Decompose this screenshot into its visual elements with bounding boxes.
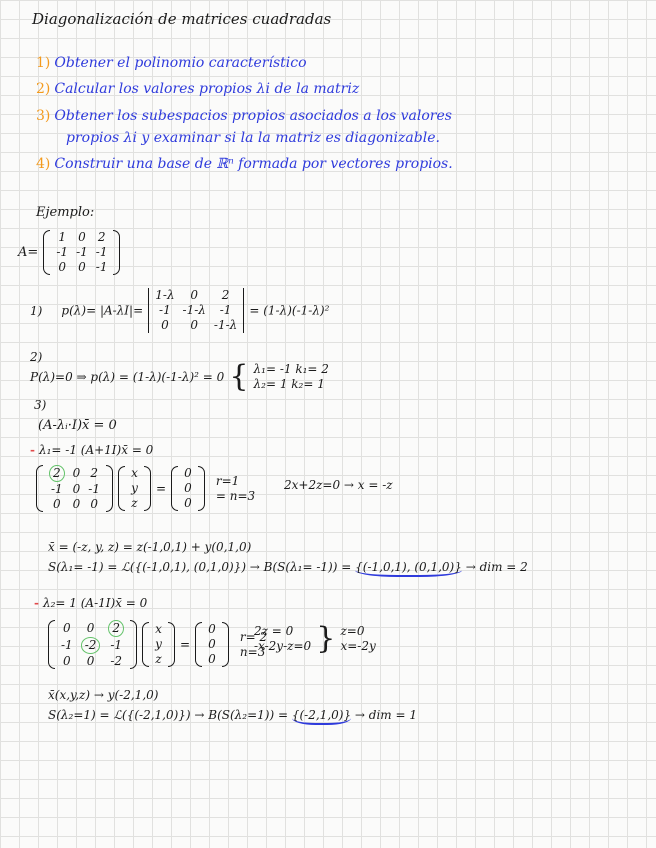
step-3-text-2: propios λi y examinar si la la matriz es diagonizable.: [66, 130, 440, 146]
matrix-cell: 0: [72, 497, 81, 511]
det-cell: -1: [219, 303, 232, 317]
pivot-circle: -2: [81, 637, 101, 654]
matrix-cell: 0: [58, 260, 67, 274]
step-2-text: Calcular los valores propios λi de la matriz: [54, 81, 360, 97]
step1-rhs: = (1-λ)(-1-λ)²: [249, 303, 330, 318]
case2-equations: [254, 621, 376, 656]
step-4-text: Construir una base de ℝⁿ formada por vectores propios.: [54, 156, 453, 172]
matrix-cell: 1: [58, 230, 67, 244]
example-label: Ejemplo:: [36, 205, 95, 220]
det-cell: 2: [221, 288, 230, 302]
matrix-cell: -1: [56, 245, 69, 259]
vector-cell: z: [131, 496, 138, 510]
case1-head: λ₁= -1 (A+1I)x̄ = 0: [38, 443, 154, 457]
matrix-cell: 0: [63, 621, 71, 635]
brace-icon: }: [316, 621, 336, 656]
case2-sol-stack: [340, 624, 375, 654]
rank-n: n=3: [239, 644, 266, 659]
rank-n: = n=3: [215, 488, 256, 503]
case1-matrix: [36, 465, 113, 512]
step-2-number: 2): [36, 81, 51, 97]
step-2: [36, 81, 359, 97]
step-1-text: Obtener el polinomio característico: [54, 55, 307, 71]
case1-system: 2 0 2 -1 0 -1 0 0 0 x y z = 0 0 0 r=1 = n=3: [36, 465, 255, 512]
vector-cell: y: [155, 637, 162, 651]
rank-r: r=1: [215, 473, 240, 488]
matrix-cell: 0: [90, 497, 98, 511]
case2-eq-stack: [254, 624, 311, 654]
det-cell: -1: [159, 303, 171, 317]
vector-cell: 0: [208, 622, 216, 636]
step-3: [36, 108, 452, 124]
det-cell: 0: [161, 318, 169, 332]
case2-matrix: [48, 620, 137, 669]
step-3-text: Obtener los subespacios propios asociados a los valores: [54, 108, 452, 124]
case1-dash: -: [30, 443, 35, 457]
case2-eq-1: 2z = 0: [254, 624, 294, 638]
step-3-number: 3): [36, 108, 51, 124]
step2-roots: [254, 362, 329, 392]
case2-dash: -: [34, 596, 39, 610]
matrix-cell: -1: [76, 245, 88, 259]
case2-subspace-text: S(λ₂=1) = ℒ({(-2,1,0)}) → B(S(λ₂=1)) =: [48, 708, 289, 722]
case1-subspace: [48, 560, 528, 574]
case1-zero-vector: [171, 466, 205, 511]
step2-work: [30, 359, 329, 394]
matrix-cell: 0: [86, 621, 95, 635]
vector-cell: 0: [184, 481, 192, 495]
step2-equation: P(λ)=0 ⇒ p(λ) = (1-λ)(-1-λ)² = 0: [30, 370, 225, 384]
step3-general: (A-λᵢ·I)x̄ = 0: [38, 418, 117, 433]
step-1: [36, 55, 307, 71]
case2-zero-vector: [195, 622, 229, 667]
case2-eq-2: -x-2y-z=0: [254, 639, 312, 653]
vector-cell: y: [131, 481, 138, 495]
vector-cell: 0: [208, 637, 216, 651]
matrix-a-body: [43, 230, 120, 275]
case2-basis: {(-2,1,0)}: [292, 708, 351, 725]
step-4: [36, 156, 453, 172]
matrix-a-label: A=: [18, 245, 39, 260]
step2-number: 2): [30, 350, 43, 364]
matrix-cell: 0: [72, 466, 81, 480]
step1-number: 1): [30, 303, 43, 318]
vector-cell: 0: [184, 466, 192, 480]
case1-dim: → dim = 2: [465, 560, 528, 574]
det-cell: -1-λ: [213, 318, 238, 332]
case1-equation: 2x+2z=0 → x = -z: [284, 478, 393, 492]
matrix-a: [18, 230, 120, 275]
matrix-cell: 2: [97, 230, 106, 244]
matrix-cell: 0: [53, 497, 61, 511]
det-cell: -1-λ: [182, 303, 206, 317]
vector-cell: z: [155, 652, 162, 666]
case1-heading: [30, 443, 153, 457]
root-1: λ₁= -1 k₁= 2: [253, 362, 329, 376]
matrix-cell: 0: [78, 260, 86, 274]
matrix-cell: -1: [50, 482, 63, 496]
det-cell: 0: [190, 318, 199, 332]
brace-icon: {: [229, 359, 249, 394]
matrix-cell: -1: [110, 638, 123, 652]
case1-basis: {(-1,0,1), (0,1,0)}: [355, 560, 462, 577]
det-cell: 0: [190, 288, 199, 302]
case2-heading: [34, 596, 147, 610]
det-cell: 1-λ: [155, 288, 175, 302]
matrix-cell: -1: [95, 245, 108, 259]
root-2: λ₂= 1 k₂= 1: [253, 377, 325, 391]
case1-subspace-text: S(λ₁= -1) = ℒ({(-1,0,1), (0,1,0)}) → B(S(λ₁= -1)) =: [48, 560, 352, 574]
matrix-cell: 0: [86, 654, 95, 668]
matrix-cell: -2: [110, 654, 123, 668]
case1-rank: [216, 474, 255, 504]
case1-xvec: x̄ = (-z, y, z) = z(-1,0,1) + y(0,1,0): [48, 540, 252, 554]
pivot-circle: 2: [108, 620, 124, 637]
case2-sol-2: x=-2y: [340, 639, 376, 653]
matrix-cell: -1: [61, 638, 73, 652]
case2-head: λ₂= 1 (A-1I)x̄ = 0: [42, 596, 148, 610]
step-3-continuation: [36, 130, 440, 146]
matrix-cell: 0: [63, 654, 71, 668]
case2-subspace: [48, 708, 417, 722]
step1-determinant: [148, 288, 244, 333]
case2-vector: [142, 622, 175, 667]
vector-cell: x: [155, 622, 162, 636]
page-title: Diagonalización de matrices cuadradas: [32, 10, 332, 28]
case2-system: 0 0 2 -1 -2 -1 0 0 -2 x y z = 0 0 0 r= 2 n=3: [48, 620, 267, 669]
matrix-cell: 0: [72, 482, 81, 496]
step3-number: 3): [34, 398, 47, 412]
matrix-cell: 2: [90, 466, 98, 480]
rank-r: r= 2: [239, 629, 268, 644]
matrix-cell: 0: [78, 230, 86, 244]
case2-dim: → dim = 1: [354, 708, 418, 722]
pivot-circle: 2: [49, 465, 65, 482]
vector-cell: 0: [208, 652, 216, 666]
matrix-cell: -1: [95, 260, 108, 274]
step-4-number: 4): [36, 156, 51, 172]
vector-cell: x: [131, 466, 138, 480]
vector-cell: 0: [184, 496, 192, 510]
matrix-cell: -1: [88, 482, 100, 496]
step-1-number: 1): [36, 55, 51, 71]
case1-vector: [118, 466, 151, 511]
case2-sol-1: z=0: [340, 624, 365, 638]
step1-lhs: p(λ)= |A-λI|=: [61, 303, 144, 318]
step1-work: [30, 288, 329, 333]
case2-xvec: x̄(x,y,z) → y(-2,1,0): [48, 688, 159, 702]
